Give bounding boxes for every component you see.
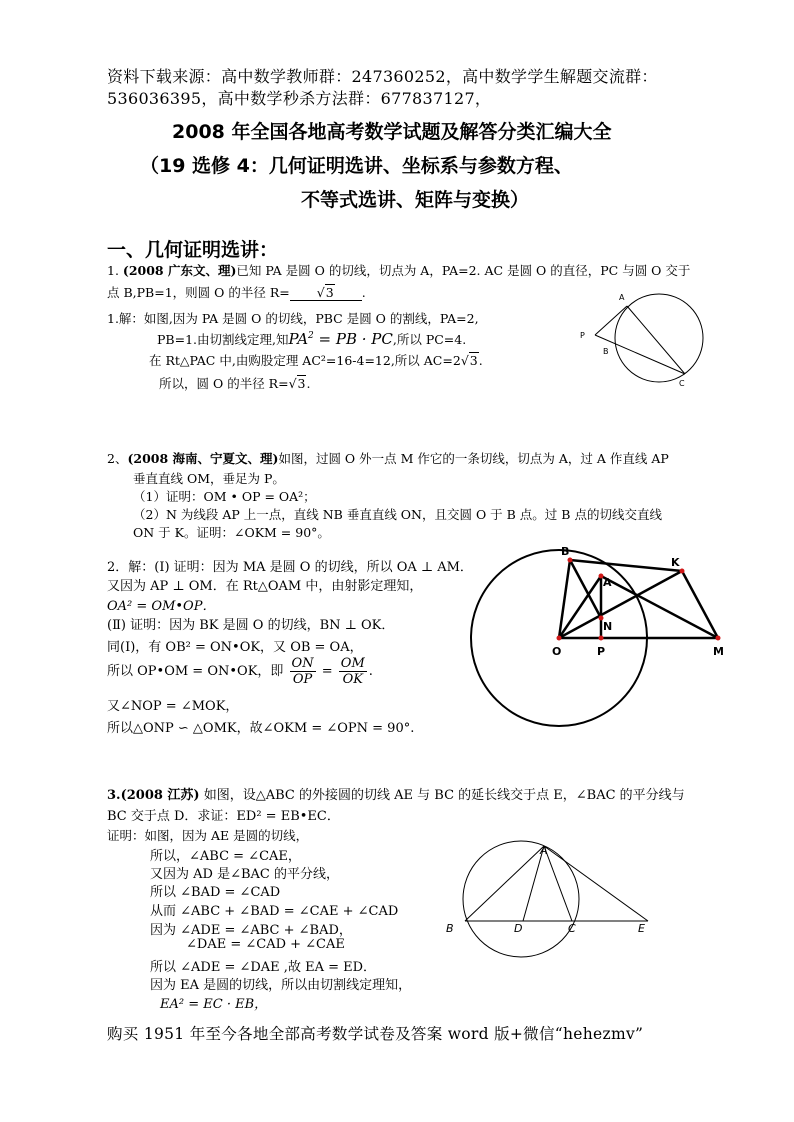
p3-proof-line-2: 又因为 AD 是∠BAC 的平分线， [150, 867, 339, 882]
p3-proof-line-5: 因为 ∠ADE = ∠ABC + ∠BAD， [150, 923, 352, 938]
p3-proof-line-4: 从而 ∠ABC + ∠BAD = ∠CAE + ∠CAD [150, 904, 399, 919]
p2-label-a: A [603, 576, 612, 589]
p2-solution-line-5: 同(Ⅰ)，有 OB² = ON•OK，又 OB = OA， [107, 640, 363, 655]
p1-solution-line-1: 1.解：如图,因为 PA 是圆 O 的切线，PBC 是圆 O 的割线，PA=2, [107, 311, 479, 326]
p3-question-line-1: 3.(2008 江苏) 如图，设△ABC 的外接圆的切线 AE 与 BC 的延长线交于点 E，∠BAC 的平分线与 [107, 788, 685, 803]
p3-figure [440, 838, 660, 978]
p2-question-line-2: 垂直直线 OM，垂足为 P。 [133, 471, 285, 486]
p1-solution-line-4: 所以，圆 O 的半径 R=√3. [159, 376, 311, 391]
p2-question-line-5: ON 于 K。证明：∠OKM = 90°。 [133, 525, 330, 540]
p3-proof-line-1: 所以，∠ABC = ∠CAE， [150, 849, 301, 864]
p3-proof-line-9: EA² = EC · EB， [160, 997, 268, 1012]
p3-label-c: C [568, 922, 576, 935]
p3-question-line-2: BC 交于点 D．求证：ED² = EB•EC． [107, 809, 340, 824]
p2-label-k: K [671, 556, 680, 569]
p2-label-b: B [561, 545, 570, 558]
p2-solution-line-4: (Ⅱ) 证明：因为 BK 是圆 O 的切线，BN ⊥ OK． [107, 618, 395, 633]
p2-solution-line-1: 2．解：(Ⅰ) 证明：因为 MA 是圆 O 的切线，所以 OA ⊥ AM． [107, 560, 473, 575]
page-subtitle-2: 不等式选讲、矩阵与变换） [301, 189, 530, 211]
p1-figure [575, 290, 720, 390]
p3-proof-line-8: 因为 EA 是圆的切线，所以由切割线定理知， [150, 978, 412, 993]
p3-proof-line-0: 证明：如图，因为 AE 是圆的切线， [107, 828, 309, 843]
p2-label-n: N [603, 620, 613, 633]
p2-question-line-4: （2）N 为线段 AP 上一点，直线 NB 垂直直线 ON，且交圆 O 于 B 点。过 B 点的切线交直线 [133, 507, 662, 522]
p2-question-line-3: （1）证明：OM • OP = OA²； [133, 489, 316, 504]
p3-label-d: D [514, 922, 523, 935]
p2-solution-line-6: 所以 OP•OM = ON•OK，即 $\frac{ON}{OP}$ = $\frac{OM}{OK}$ . [107, 656, 373, 687]
header-line-1: 资料下载来源：高中数学教师群：247360252，高中数学学生解题交流群： [107, 67, 658, 86]
p2-solution-line-7: 又∠NOP = ∠MOK， [107, 699, 239, 714]
p2-solution-line-2: 又因为 AP ⊥ OM．在 Rt△OAM 中，由射影定理知， [107, 579, 423, 594]
header-line-2: 536036395，高中数学秒杀方法群：677837127， [107, 89, 492, 108]
p1-solution-line-3: 在 Rt△PAC 中,由购股定理 AC²=16-4=12,所以 AC=2√3. [149, 353, 483, 368]
p3-proof-line-6: ∠DAE = ∠CAD + ∠CAE [186, 937, 345, 952]
page-subtitle-1: （19 选修 4：几何证明选讲、坐标系与参数方程、 [140, 155, 573, 177]
p1-answer: 3 [325, 285, 334, 300]
p3-proof-line-3: 所以 ∠BAD = ∠CAD [150, 885, 281, 900]
p2-label-m: M [713, 645, 724, 658]
p1-question-line-2: 点 B,PB=1，则圆 O 的半径 R= √3 . [107, 285, 366, 300]
p3-label-b: B [446, 922, 454, 935]
p1-question-line-1: 1. (2008 广东文、理)已知 PA 是圆 O 的切线，切点为 A，PA=2. AC 是圆 O 的直径，PC 与圆 O 交于 [107, 263, 691, 278]
p2-figure [470, 540, 730, 775]
p2-label-p: P [597, 645, 606, 658]
p3-proof-line-7: 所以 ∠ADE = ∠DAE ,故 EA = ED． [150, 960, 377, 975]
p2-solution-line-8: 所以△ONP ∽ △OMK，故∠OKM = ∠OPN = 90°. [107, 721, 415, 736]
p1-label-c: C [679, 379, 685, 388]
p1-label-a: A [619, 293, 625, 302]
p2-label-o: O [552, 645, 562, 658]
p1-label-b: B [603, 347, 609, 356]
section-heading: 一、几何证明选讲： [107, 239, 279, 261]
footer-note: 购买 1951 年至今各地全部高考数学试卷及答案 word 版+微信“hehezmv” [107, 1025, 644, 1043]
page-title: 2008 年全国各地高考数学试题及解答分类汇编大全 [172, 121, 612, 143]
p2-solution-line-3: OA² = OM•OP． [107, 599, 216, 614]
p2-question-line-1: 2、(2008 海南、宁夏文、理)如图，过圆 O 外一点 M 作它的一条切线，切点为 A，过 A 作直线 AP [107, 451, 669, 466]
p1-solution-line-2: PB=1.由切割线定理,知$PA^2$ = PB · PC,所以 PC=4. [157, 330, 467, 348]
p3-label-a: A [540, 844, 548, 857]
p3-label-e: E [638, 922, 645, 935]
p1-label-p: P [580, 331, 585, 340]
